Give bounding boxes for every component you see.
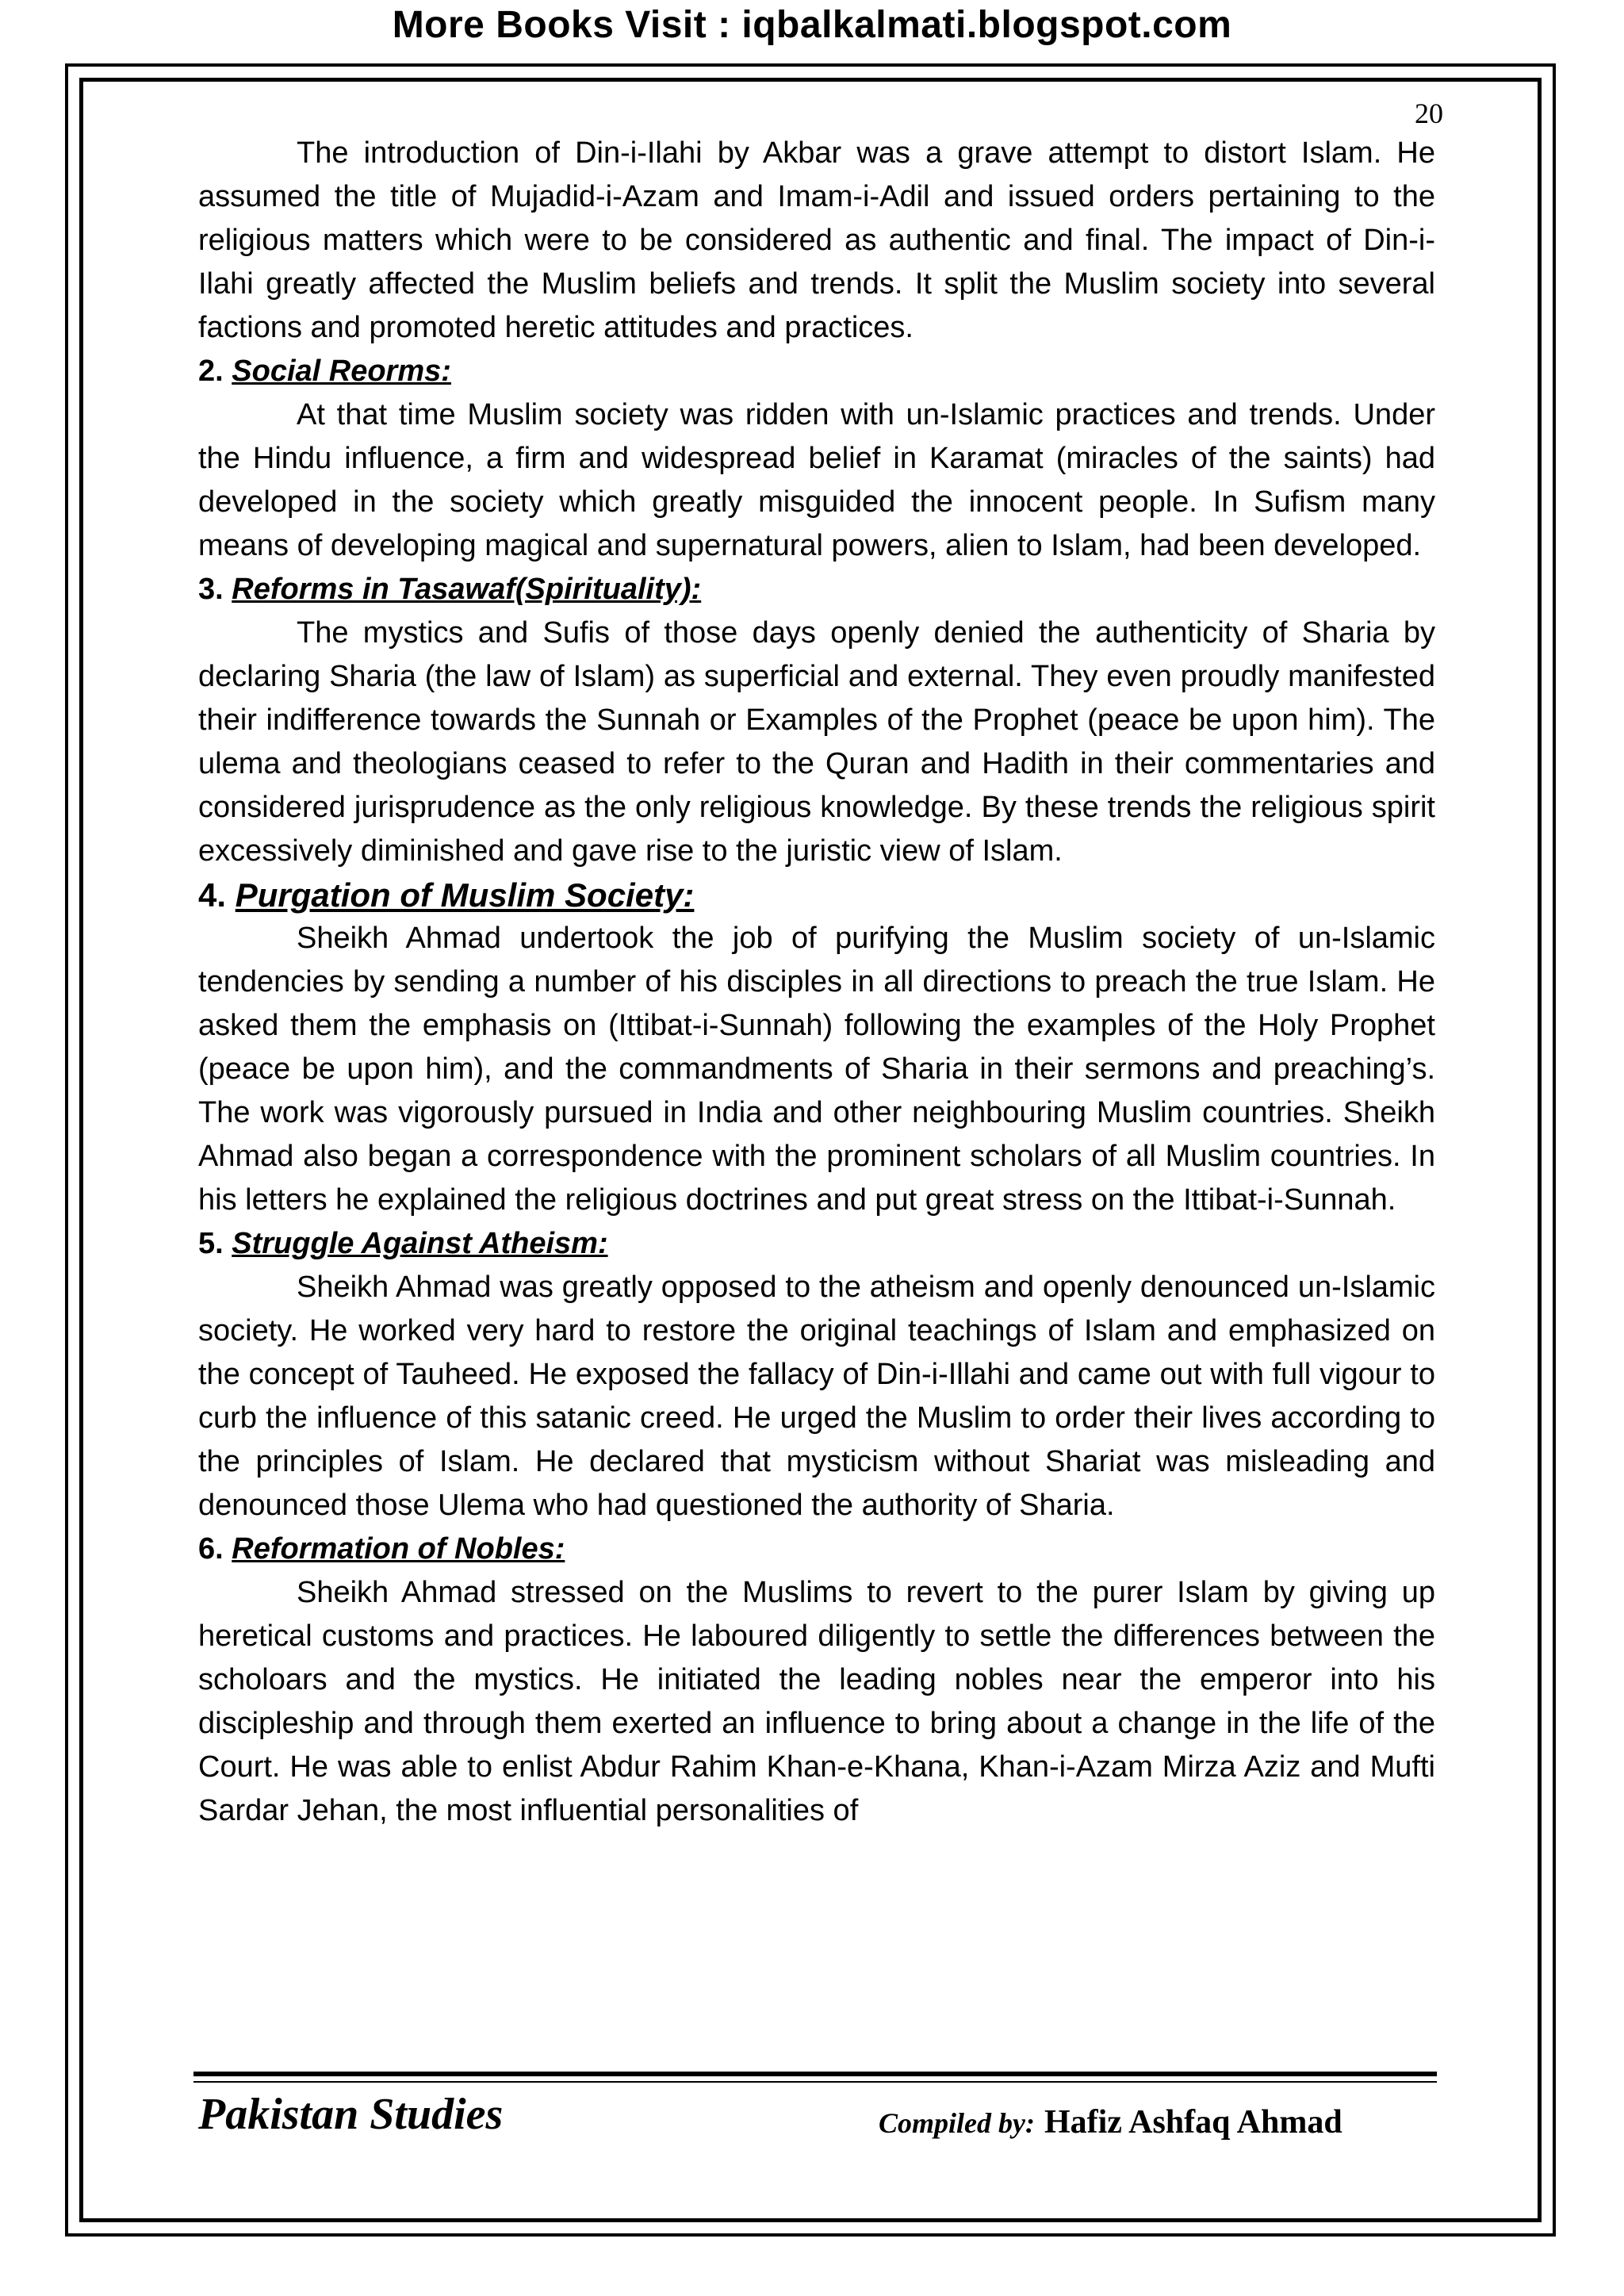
section-title: Struggle Against Atheism:	[232, 1227, 608, 1260]
section-heading	[198, 568, 1435, 611]
footer-credit	[879, 2103, 1342, 2141]
compiler-name: Hafiz Ashfaq Ahmad	[1044, 2104, 1342, 2141]
section-heading	[198, 1222, 1435, 1266]
section-heading	[198, 1527, 1435, 1571]
compiled-by-label: Compiled by:	[879, 2107, 1035, 2139]
section-number: 6.	[198, 1532, 224, 1566]
paragraph: Sheikh Ahmad undertook the job of purifying the Muslim society of un-Islamic tendencies by sending a number of his disciples in all directions to preach the true Islam. He asked them the emphasis on (Ittibat-i-Sunnah) following the examples of the Holy Prophet (peace be upon him), and the commandments of Sharia in their sermons and preaching’s. The work was vigorously pursued in India and other neighbouring Muslim countries. Sheikh Ahmad also began a correspondence with the prominent scholars of all Muslim countries. In his letters he explained the religious doctrines and put great stress on the Ittibat-i-Sunnah.	[198, 922, 1435, 1217]
section-heading	[198, 350, 1435, 393]
paragraph: At that time Muslim society was ridden with un-Islamic practices and trends. Under the Hindu influence, a firm and widespread belief in Karamat (miracles of the saints) had developed in the society which greatly misguided the innocent people. In Sufism many means of developing magical and supernatural powers, alien to Islam, had been developed.	[198, 398, 1435, 562]
section-title: Social Reorms:	[232, 355, 451, 388]
page-number: 20	[1415, 98, 1443, 129]
paragraph: The mystics and Sufis of those days openly denied the authenticity of Sharia by declaring Sharia (the law of Islam) as superficial and external. They even proudly manifested their indifference towards the Sunnah or Examples of the Prophet (peace be upon him). The ulema and theologians ceased to refer to the Quran and Hadith in their commentaries and considered jurisprudence as the only religious knowledge. By these trends the religious spirit excessively diminished and gave rise to the juristic view of Islam.	[198, 616, 1435, 868]
section-number: 4.	[198, 876, 227, 914]
footer-rule-thin	[193, 2081, 1437, 2083]
footer-subject: Pakistan Studies	[198, 2090, 504, 2139]
paragraph: The introduction of Din-i-Ilahi by Akbar was a grave attempt to distort Islam. He assumed the title of Mujadid-i-Azam and Imam-i-Adil and issued orders pertaining to the religious matters which were to be considered as authentic and final. The impact of Din-i-Ilahi greatly affected the Muslim beliefs and trends. It split the Muslim society into several factions and promoted heretic attitudes and practices.	[198, 136, 1435, 344]
paragraph: Sheikh Ahmad stressed on the Muslims to revert to the purer Islam by giving up heretical customs and practices. He laboured diligently to settle the differences between the scholoars and the mystics. He initiated the leading nobles near the emperor into his discipleship and through them exerted an influence to bring about a change in the life of the Court. He was able to enlist Abdur Rahim Khan-e-Khana, Khan-i-Azam Mirza Aziz and Mufti Sardar Jehan, the most influential personalities of	[198, 1576, 1435, 1827]
paragraph: Sheikh Ahmad was greatly opposed to the atheism and openly denounced un-Islamic society. He worked very hard to restore the original teachings of Islam and emphasized on the concept of Tauheed. He exposed the fallacy of Din-i-Illahi and came out with full vigour to curb the influence of this satanic creed. He urged the Muslim to order their lives according to the principles of Islam. He declared that mysticism without Shariat was misleading and denounced those Ulema who had questioned the authority of Sharia.	[198, 1271, 1435, 1522]
section-title: Purgation of Muslim Society:	[235, 876, 695, 914]
section-title: Reforms in Tasawaf(Spirituality):	[232, 573, 702, 606]
footer-rule-thick	[193, 2072, 1437, 2076]
site-banner: More Books Visit : iqbalkalmati.blogspot.com	[392, 4, 1232, 46]
section-title: Reformation of Nobles:	[232, 1532, 565, 1566]
section-number: 5.	[198, 1227, 224, 1260]
section-number: 3.	[198, 573, 224, 606]
section-heading	[198, 873, 1435, 917]
section-number: 2.	[198, 355, 224, 388]
body-text	[198, 132, 1435, 1833]
